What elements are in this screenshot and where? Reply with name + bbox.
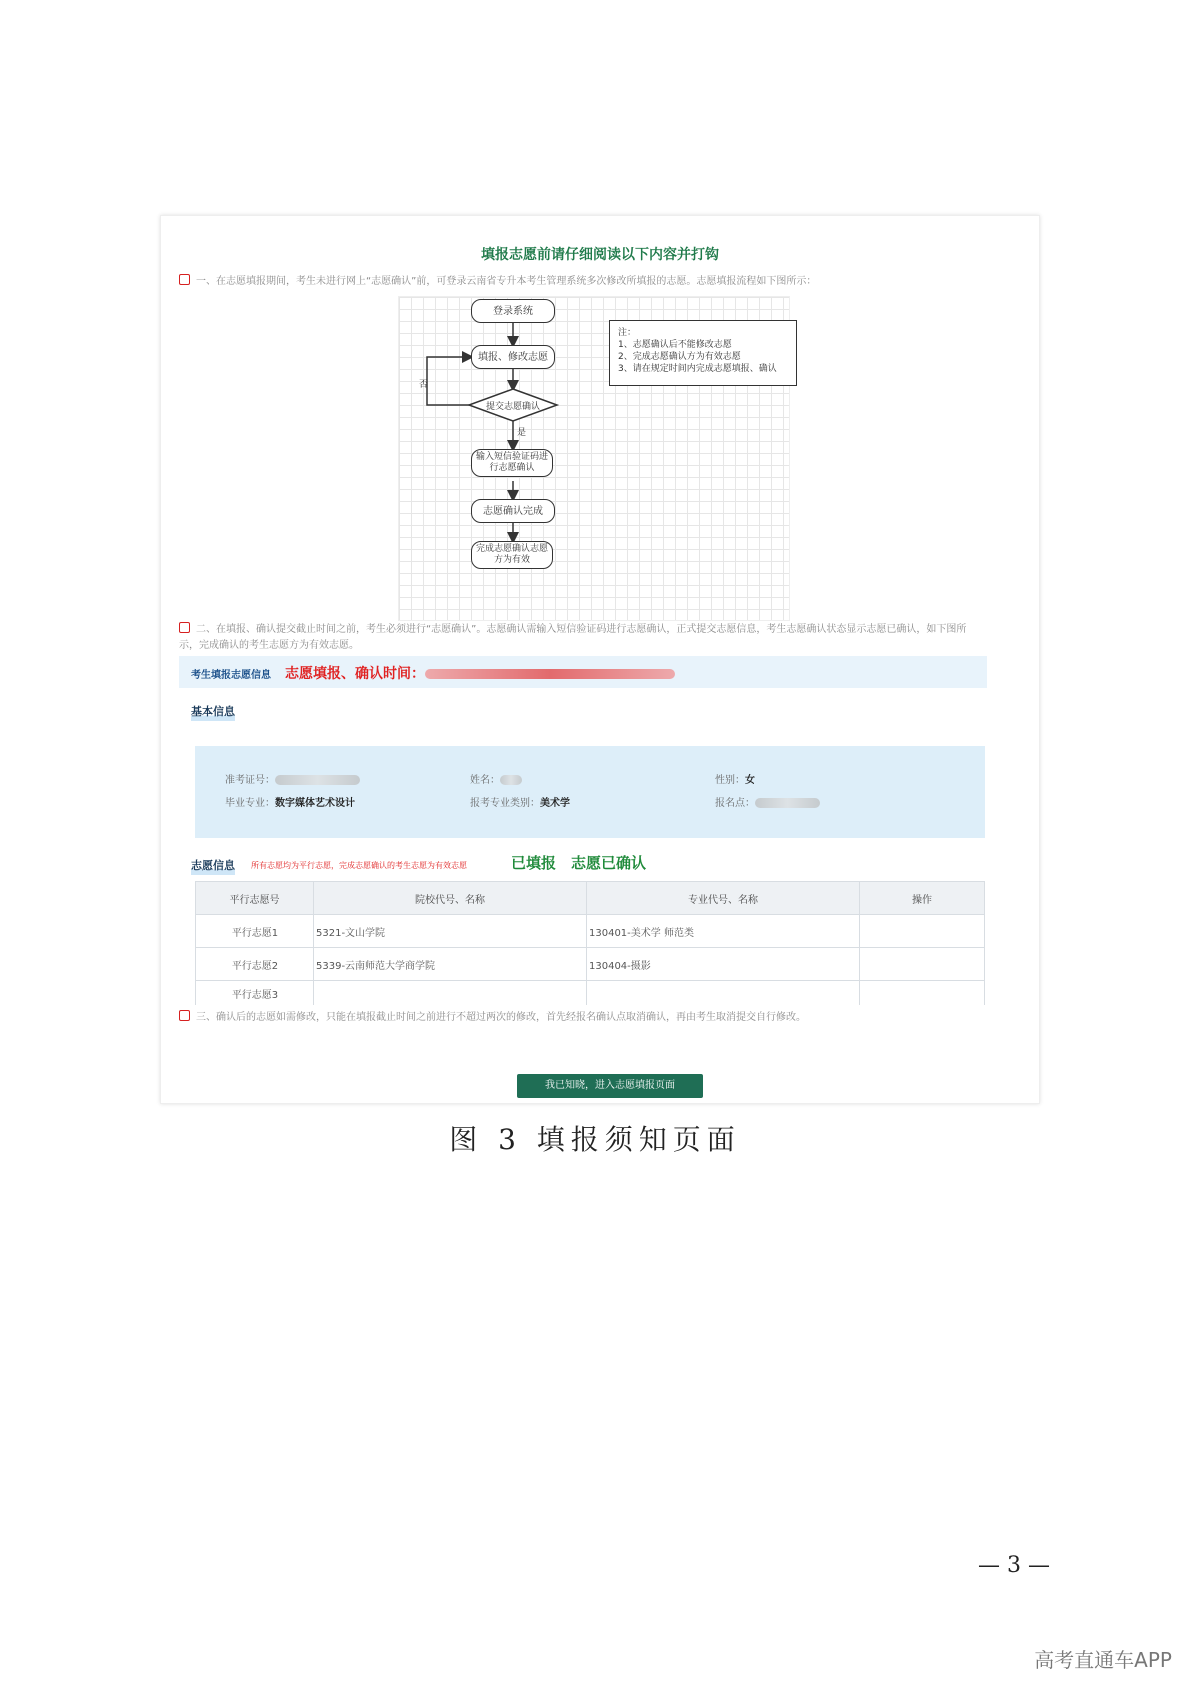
site-label: 报名点： [715, 798, 755, 809]
category-label: 报考专业类别： [470, 798, 540, 809]
major-label: 毕业专业： [225, 798, 275, 809]
branch-no-label: 否 [419, 380, 429, 390]
checkbox-3[interactable] [179, 1010, 190, 1021]
cell-pref-no: 平行志愿1 [196, 915, 314, 948]
preference-table [195, 881, 985, 1005]
table-header-row [196, 882, 985, 915]
cell-action[interactable] [860, 981, 985, 1006]
header-school: 院校代号、名称 [314, 882, 587, 915]
notice-item-2-line1: 二、在填报、确认提交截止时间之前，考生必须进行“志愿确认”。志愿确认需输入短信验证码进行志愿确认，正式提交志愿信息，考生志愿确认状态显示志愿已确认，如下图所 [196, 624, 967, 635]
gender-label: 性别： [715, 775, 745, 786]
page-number: — 3 — [978, 1553, 1050, 1578]
figure-caption: 图 3 填报须知页面 [449, 1123, 741, 1156]
ticket-redacted [275, 775, 360, 785]
category-value: 美术学 [540, 798, 570, 809]
table-row [196, 948, 985, 981]
gender-value: 女 [745, 775, 755, 786]
time-label-text: 志愿填报、确认时间： [285, 666, 425, 682]
legend-item-2: 2、完成志愿确认方为有效志愿 [618, 352, 741, 362]
notice-item-2 [179, 622, 999, 654]
cell-pref-no: 平行志愿3 [196, 981, 314, 1006]
basic-info-tag: 基本信息 [191, 703, 235, 721]
checkbox-2[interactable] [179, 622, 190, 633]
time-label [285, 663, 675, 683]
gender-field [715, 771, 755, 786]
arrow-no-loop [427, 357, 471, 405]
notice-item-3 [179, 1010, 806, 1026]
legend-item-3: 3、请在规定时间内完成志愿填报、确认 [618, 364, 777, 374]
flowchart-legend [609, 320, 797, 386]
notice-item-3-text: 三、确认后的志愿如需修改，只能在填报截止时间之前进行不超过两次的修改，首先经报名确认点取消确认，再由考生取消提交自行修改。 [196, 1012, 806, 1023]
header-action: 操作 [860, 882, 985, 915]
site-redacted [755, 798, 820, 808]
node-login: 登录系统 [471, 299, 555, 323]
checkbox-1[interactable] [179, 274, 190, 285]
cell-major [587, 981, 860, 1006]
pref-info-tag: 志愿信息 [191, 857, 235, 875]
node-confirm-done: 志愿确认完成 [471, 499, 555, 523]
cell-school: 5339-云南师范大学商学院 [314, 948, 587, 981]
cell-action[interactable] [860, 915, 985, 948]
header-major: 专业代号、名称 [587, 882, 860, 915]
status-band [179, 656, 987, 688]
site-field [715, 794, 820, 809]
cell-pref-no: 平行志愿2 [196, 948, 314, 981]
table-row [196, 981, 985, 1006]
node-fill-modify: 填报、修改志愿 [471, 345, 555, 369]
band-label: 考生填报志愿信息 [191, 670, 271, 681]
notice-item-1 [179, 274, 816, 290]
status-confirmed: 志愿已确认 [571, 854, 647, 872]
header-pref-no: 平行志愿号 [196, 882, 314, 915]
legend-item-1: 1、志愿确认后不能修改志愿 [618, 340, 732, 350]
time-redacted [425, 669, 675, 679]
node-valid: 完成志愿确认志愿方为有效 [471, 541, 553, 569]
cell-major: 130401-美术学 师范类 [587, 915, 860, 948]
ticket-label: 准考证号： [225, 775, 275, 786]
table-row [196, 915, 985, 948]
name-redacted [500, 775, 522, 785]
basic-info-box [195, 746, 985, 838]
cell-action[interactable] [860, 948, 985, 981]
category-field [470, 794, 570, 809]
node-submit-confirm: 提交志愿确认 [485, 402, 540, 412]
name-field [470, 771, 522, 786]
major-value: 数字媒体艺术设计 [275, 798, 355, 809]
notice-screenshot [160, 215, 1040, 1104]
cell-school [314, 981, 587, 1006]
notice-title: 填报志愿前请仔细阅读以下内容并打钩 [481, 247, 719, 263]
notice-item-1-text: 一、在志愿填报期间，考生未进行网上“志愿确认”前，可登录云南省专升本考生管理系统多次修改所填报的志愿。志愿填报流程如下图所示： [196, 276, 817, 287]
name-label: 姓名： [470, 775, 500, 786]
notice-item-2-line2: 示，完成确认的考生志愿方为有效志愿。 [179, 640, 359, 651]
ticket-field [225, 771, 360, 786]
cell-school: 5321-文山学院 [314, 915, 587, 948]
branch-yes-label: 是 [517, 428, 527, 438]
major-field [225, 794, 355, 809]
enter-filling-page-button[interactable]: 我已知晓，进入志愿填报页面 [517, 1074, 703, 1098]
legend-title: 注： [618, 328, 637, 338]
node-sms-confirm: 输入短信验证码进行志愿确认 [471, 449, 553, 477]
cell-major: 130404-摄影 [587, 948, 860, 981]
pref-note: 所有志愿均为平行志愿，完成志愿确认的考生志愿为有效志愿 [251, 861, 467, 870]
watermark: 高考直通车APP [1034, 1648, 1172, 1672]
status-filled: 已填报 [511, 854, 557, 872]
